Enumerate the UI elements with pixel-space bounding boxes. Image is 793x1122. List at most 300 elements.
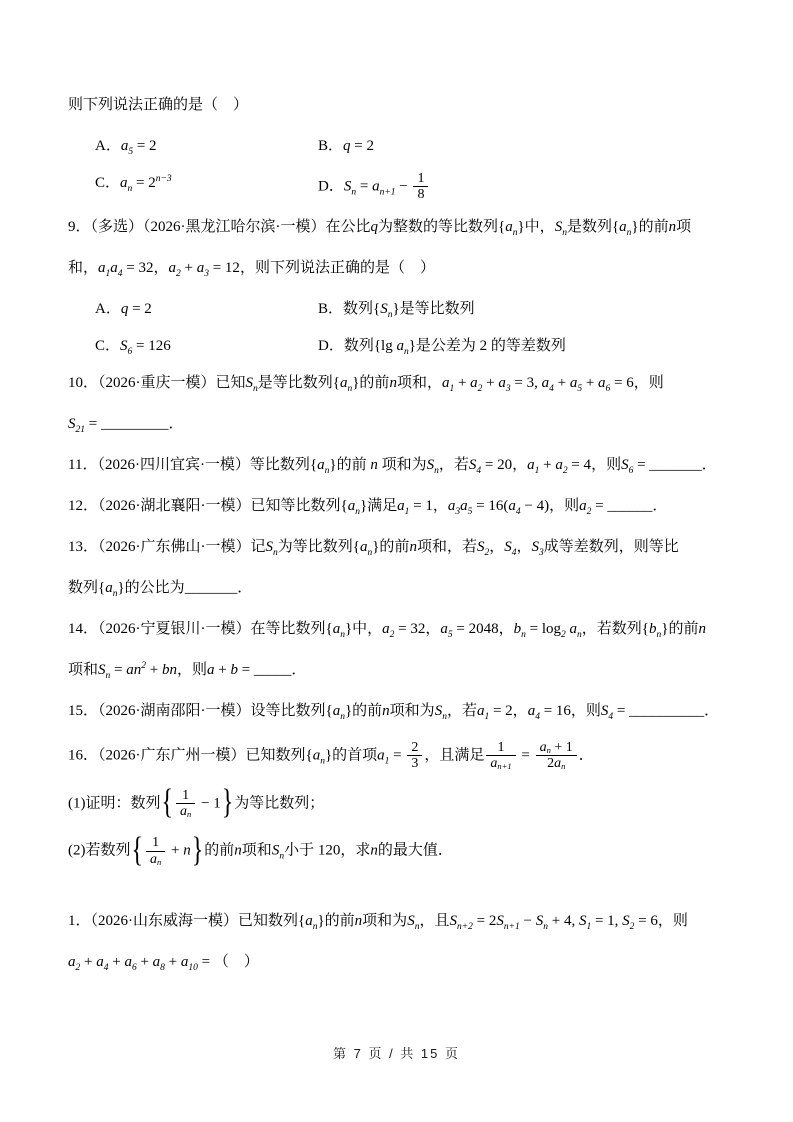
text-run: } [329, 456, 337, 473]
math-subscript: 10 [188, 963, 198, 974]
math-subscript: 1 [384, 756, 390, 767]
math-italic: bn [161, 661, 177, 678]
math-subscript: n [112, 588, 118, 599]
math-subscript: 6 [628, 465, 634, 476]
text-run: B． [318, 138, 344, 154]
math-italic: S [468, 456, 477, 473]
math-subscript: 2 [562, 465, 568, 476]
fraction [407, 740, 422, 772]
math-italic: a [554, 756, 562, 772]
q8-stem [68, 93, 741, 118]
text-run: 15．（2026·湖南邵阳·一模）设等比数列 [68, 702, 326, 719]
text-run: ， [432, 497, 448, 514]
text-run: 的前 [204, 842, 235, 859]
text-run: { [298, 913, 306, 930]
math-subscript: n [543, 922, 548, 933]
text-line [68, 699, 741, 724]
math-roman: + [214, 661, 231, 678]
math-italic: S [531, 538, 539, 555]
math-roman: + [136, 954, 153, 971]
math-italic: a [332, 620, 341, 637]
math-italic: n [668, 218, 677, 235]
text-run: } [352, 374, 360, 391]
math-italic: a [359, 538, 368, 555]
text-run: 的最大值． [377, 842, 453, 859]
text-line [68, 371, 741, 396]
math-italic: a [508, 497, 516, 514]
text-run: A． [95, 300, 121, 317]
fraction [486, 740, 515, 772]
math-italic: b [230, 661, 238, 678]
text-line [68, 783, 741, 822]
text-run: 小于 120，求 [284, 842, 371, 859]
math-roman: = 2 [472, 913, 497, 930]
q11-stem [68, 453, 741, 478]
math-subscript: n [347, 383, 353, 394]
math-italic: a [476, 702, 485, 719]
math-italic: a [565, 620, 578, 637]
math-subscript: 21 [75, 424, 85, 435]
math-italic: a [541, 374, 550, 391]
math-subscript: 4 [515, 506, 521, 517]
text-run: _________ [100, 415, 169, 432]
text-run: ， [516, 538, 532, 555]
text-run: } [392, 300, 400, 317]
option-row [68, 171, 741, 203]
math-italic: a [150, 851, 158, 867]
text-run: 项和 [68, 661, 99, 678]
text-run: ，则 [591, 456, 622, 473]
math-subscript: n [403, 346, 409, 357]
option [318, 297, 741, 322]
math-roman: = 12 [208, 259, 240, 276]
text-run: C． [95, 337, 121, 354]
fraction-denominator [536, 756, 577, 771]
math-subscript: n [320, 756, 325, 767]
math-italic: S [245, 374, 253, 391]
math-subscript: 2 [586, 506, 592, 517]
math-roman: + 4, [547, 913, 579, 930]
math-italic: b [649, 620, 657, 637]
text-line [68, 93, 741, 118]
text-run: ，则 [657, 913, 688, 930]
q16-part2 [68, 831, 741, 870]
text-run: 项 [676, 218, 692, 235]
text-line [68, 831, 741, 870]
text-run: 的前 [336, 456, 371, 473]
math-roman: − [519, 913, 536, 930]
math-subscript: n [312, 922, 318, 933]
fraction-numerator [176, 788, 195, 804]
big-brace: } [221, 783, 234, 822]
text-run: 的首项 [332, 747, 378, 764]
math-subscript: n [387, 309, 393, 320]
math-italic: an [126, 661, 142, 678]
math-roman: = 2 [489, 702, 513, 719]
math-roman: = 2 [133, 138, 157, 154]
q9-options [68, 297, 741, 359]
fraction-denominator [146, 852, 165, 867]
math-italic: a [527, 456, 535, 473]
math-subscript: 5 [128, 147, 134, 157]
text-run: C． [95, 175, 121, 191]
math-subscript: 3 [538, 547, 544, 558]
text-line [68, 535, 741, 560]
math-italic: S [271, 842, 280, 859]
math-subscript: 1 [534, 465, 540, 476]
text-run: { [305, 747, 313, 764]
fraction [413, 171, 428, 203]
math-italic: a [120, 175, 128, 191]
text-run: { [373, 337, 382, 354]
text-run: 是数列 [566, 218, 612, 235]
q15-stem [68, 699, 741, 724]
math-subscript: n [105, 670, 111, 681]
text-run: ， [425, 620, 441, 637]
math-italic: n [234, 842, 242, 859]
math-italic: a [555, 456, 563, 473]
math-italic: S [343, 178, 352, 195]
option [318, 134, 741, 159]
math-subscript: 6 [131, 963, 137, 974]
math-roman: − [395, 178, 412, 195]
fraction-numerator [407, 740, 422, 756]
math-italic: n [698, 620, 706, 637]
math-italic: n [370, 456, 378, 473]
math-subscript: 2 [176, 268, 181, 279]
math-subscript: 2 [389, 629, 395, 640]
math-roman: = 20 [481, 456, 513, 473]
math-superscript: n−3 [155, 174, 172, 184]
text-run: ， [512, 702, 528, 719]
text-run: 13．（2026·广东佛山·一模）记 [68, 538, 266, 555]
math-roman: + [180, 259, 197, 276]
math-subscript: 1 [449, 383, 455, 394]
text-run: { [373, 300, 381, 317]
math-subscript: n [546, 744, 551, 755]
text-run: 12．（2026·湖北襄阳·一模）已知等比数列 [68, 497, 341, 514]
math-subscript: 5 [447, 629, 453, 640]
fraction-numerator [413, 171, 428, 187]
math-italic: S [496, 913, 504, 930]
math-italic: S [535, 913, 544, 930]
text-run: ， [512, 456, 528, 473]
text-run: } [317, 913, 325, 930]
text-run: { [309, 456, 318, 473]
text-run: 项和为 [362, 913, 408, 930]
big-brace: { [131, 831, 144, 870]
math-subscript: 1 [586, 922, 592, 933]
math-subscript: n [561, 761, 566, 772]
text-run: { [352, 538, 360, 555]
text-run: B．数列 [318, 300, 374, 317]
math-italic: a [569, 374, 578, 391]
math-subscript: n [442, 711, 447, 722]
math-roman: lg [381, 337, 397, 354]
fraction-numerator [486, 740, 515, 756]
math-roman: 8 [417, 187, 425, 203]
text-line [68, 256, 741, 281]
math-subscript: 6 [605, 383, 611, 394]
math-roman: = [389, 747, 406, 764]
math-subscript: 4 [549, 383, 554, 394]
q13-stem [68, 535, 741, 601]
math-italic: a [347, 497, 356, 514]
math-italic: a [206, 661, 215, 678]
math-italic: a [460, 497, 468, 514]
text-run: ， [498, 620, 514, 637]
math-roman: = [110, 661, 127, 678]
option-row [68, 134, 741, 159]
text-run: 中， [352, 620, 383, 637]
text-line [68, 658, 741, 683]
text-run: ，若 [446, 702, 477, 719]
text-run: 11．（2026·四川宜宾·一模）等比数列 [68, 456, 310, 473]
text-run: } [517, 218, 525, 235]
q16-stem [68, 740, 741, 772]
big-brace: { [161, 783, 174, 822]
text-run: 数列 [68, 579, 99, 596]
math-italic: a [68, 954, 76, 971]
math-italic: a [579, 497, 587, 514]
math-roman: = [197, 954, 214, 971]
math-roman: 2 [411, 739, 419, 755]
math-italic: a [332, 702, 341, 719]
math-italic: a [105, 579, 113, 596]
math-roman: = [85, 415, 101, 432]
math-italic: q [370, 218, 378, 235]
math-roman: = 3, [510, 374, 542, 391]
math-subscript: n [656, 629, 662, 640]
text-run: } [344, 702, 353, 719]
worksheet-content [68, 93, 741, 991]
math-roman: = [613, 702, 630, 719]
text-run: 的前 [668, 620, 699, 637]
math-subscript: n [414, 922, 420, 933]
text-run: 的前 [359, 374, 390, 391]
text-run: 成等差数列，则等比 [543, 538, 679, 555]
math-italic: a [382, 620, 390, 637]
math-roman: = 32 [394, 620, 426, 637]
math-roman: = 2048 [452, 620, 499, 637]
text-run: 是公差为 2 的等差数列 [415, 337, 566, 354]
text-run: ，则 [570, 702, 601, 719]
math-subscript: 1 [105, 268, 111, 279]
math-italic: a [339, 374, 348, 391]
math-subscript: n+1 [503, 922, 520, 933]
text-run: { [340, 497, 348, 514]
math-roman: + [582, 374, 599, 391]
math-roman: − 1 [197, 794, 221, 811]
math-subscript: n [512, 227, 518, 238]
math-roman: = log [525, 620, 562, 637]
math-subscript: n [577, 629, 582, 640]
math-italic: q [343, 138, 351, 154]
math-italic: b [513, 620, 522, 637]
math-roman: 1 [497, 739, 505, 755]
text-run: _______． [649, 456, 717, 473]
page-footer: 第 7 页 / 共 15 页 [333, 1046, 460, 1061]
math-subscript: n+1 [497, 761, 512, 772]
math-subscript: n [434, 465, 439, 476]
option [68, 171, 318, 203]
text-run: } [324, 747, 333, 764]
math-roman: + [167, 842, 184, 859]
q14-stem [68, 617, 741, 683]
text-line [68, 412, 741, 437]
spacer [68, 883, 741, 909]
text-run: 10．（2026·重庆一模）已知 [68, 374, 246, 391]
math-roman: = 16 [539, 702, 571, 719]
text-run: ． [168, 415, 184, 432]
text-run: } [408, 337, 416, 354]
option-row [68, 334, 741, 359]
math-roman: 3 [411, 756, 419, 772]
math-roman: 2 [547, 756, 555, 772]
math-roman: = 126 [132, 337, 171, 354]
math-subscript: 4 [511, 547, 517, 558]
text-line [68, 740, 741, 772]
text-line [68, 909, 741, 934]
math-italic: S [265, 538, 273, 555]
math-subscript: 3 [455, 506, 461, 517]
math-italic: S [622, 913, 630, 930]
text-line [68, 576, 741, 601]
math-roman: = 32 [122, 259, 154, 276]
math-italic: S [380, 300, 388, 317]
text-run: 项和 [241, 842, 272, 859]
math-italic: a [527, 702, 536, 719]
math-roman: + [539, 456, 556, 473]
math-italic: a [377, 747, 385, 764]
math-italic: S [600, 702, 609, 719]
math-subscript: 3 [204, 268, 209, 279]
option-row [68, 297, 741, 322]
text-run: __________． [629, 702, 720, 719]
text-run: （ ） [213, 954, 259, 971]
q10-stem [68, 371, 741, 437]
math-roman: = [356, 178, 373, 195]
text-run: 的前 [379, 538, 410, 555]
fraction-numerator [146, 835, 165, 851]
text-run: 中， [524, 218, 555, 235]
math-italic: S [476, 538, 485, 555]
math-subscript: n [279, 851, 285, 862]
fraction [146, 835, 165, 867]
text-run: ． [578, 747, 594, 764]
math-roman: 1 [417, 171, 425, 186]
math-italic: S [504, 538, 512, 555]
math-subscript: 2 [484, 547, 490, 558]
math-italic: a [397, 497, 405, 514]
math-roman: 1 [182, 787, 190, 803]
math-roman: = 2 [132, 175, 156, 191]
text-run: 项和为 [389, 702, 435, 719]
math-italic: n [382, 702, 390, 719]
math-italic: n [370, 842, 378, 859]
math-subscript: 2 [561, 629, 566, 640]
math-subscript: 4 [117, 268, 123, 279]
text-run: 项和， [396, 374, 442, 391]
option [68, 334, 318, 359]
math-subscript: n [127, 184, 133, 194]
math-italic: a [498, 374, 506, 391]
math-italic: S [449, 913, 457, 930]
math-roman: = 6 [610, 374, 634, 391]
math-roman: + [80, 954, 97, 971]
q12-stem [68, 494, 741, 519]
text-run: 是等比数列 [257, 374, 333, 391]
text-run: } [117, 579, 125, 596]
text-run: ______． [607, 497, 668, 514]
math-roman: = 4 [567, 456, 592, 473]
text-run: ，若数列 [581, 620, 642, 637]
text-run: 14．（2026·宁夏银川·一模）在等比数列 [68, 620, 326, 637]
math-subscript: 4 [608, 711, 614, 722]
math-roman: − 4) [520, 497, 550, 514]
math-italic: a [120, 138, 129, 154]
math-italic: a [152, 954, 161, 971]
math-roman: = 1 [409, 497, 433, 514]
text-run: ， [489, 538, 505, 555]
fraction-denominator [407, 756, 422, 771]
math-italic: a [539, 739, 547, 755]
math-subscript: 5 [467, 506, 473, 517]
option [318, 334, 741, 359]
math-subscript: 4 [476, 465, 482, 476]
text-line [68, 950, 741, 975]
math-roman: + [108, 954, 125, 971]
math-italic: a [305, 913, 313, 930]
text-run: D．数列 [318, 337, 374, 354]
math-italic: S [120, 337, 128, 354]
math-subscript: 4 [103, 963, 109, 974]
math-roman: = 2 [350, 138, 374, 154]
text-line [68, 617, 741, 642]
math-subscript: n [157, 856, 162, 867]
text-run: 9．（多选）（2026·黑龙江哈尔滨·一模）在公比 [68, 218, 371, 235]
text-run: _____． [253, 661, 307, 678]
math-subscript: n [273, 547, 278, 558]
math-italic: S [98, 661, 106, 678]
math-italic: a [619, 218, 627, 235]
math-italic: q [120, 300, 129, 317]
math-italic: a [441, 374, 450, 391]
math-subscript: 1 [484, 711, 490, 722]
math-roman: = 16( [472, 497, 509, 514]
math-italic: a [312, 747, 321, 764]
text-run: } [344, 620, 353, 637]
math-roman: = [237, 661, 254, 678]
text-run: 的前 [324, 913, 355, 930]
text-run: ， [153, 259, 169, 276]
text-run: { [98, 579, 106, 596]
math-italic: n [389, 374, 397, 391]
text-run: { [498, 218, 506, 235]
text-run: 的公比为 [124, 579, 185, 596]
text-run: (2)若数列 [68, 842, 131, 859]
option [318, 171, 741, 203]
text-run: ，且满足 [424, 747, 485, 764]
text-run: D． [318, 178, 344, 195]
text-run: 项和为 [377, 456, 427, 473]
math-subscript: n [187, 808, 192, 819]
text-run: } [359, 497, 368, 514]
math-subscript: n+1 [379, 187, 396, 198]
math-italic: S [68, 415, 76, 432]
math-subscript: n [253, 383, 258, 394]
math-subscript: n [340, 629, 345, 640]
